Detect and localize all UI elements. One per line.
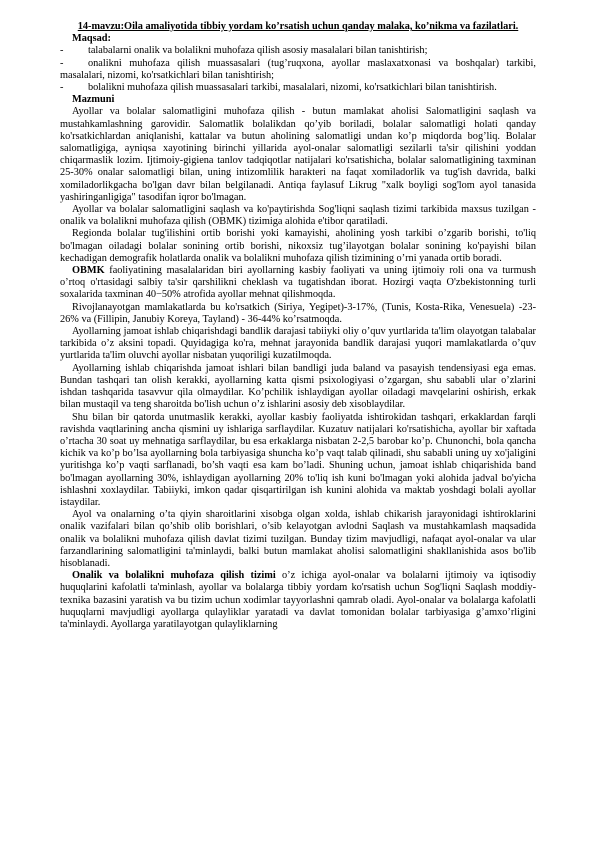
paragraph: Ayollarning jamoat ishlab chiqarishdagi bandlik darajasi tabiiyki oliy o’quv yurtlarida ta'lim olayotgan talabalar tarkibida o’z aksini topadi. Quyidagiga ko'ra, mehnat jarayonida bandlik darajasi yuqori mamlakatlarda o’quv yurtlarida ta'lim oluvchi ayollar nisbatan yuqoriligi kuzatilmoqda. xyxy=(60,326,536,362)
list-item xyxy=(60,58,536,82)
list-item xyxy=(60,82,536,94)
dash-bullet: - xyxy=(60,57,64,69)
page-title: 14-mavzu:Oila amaliyotida tibbiy yordam ko’rsatish uchun qanday malaka, ko’nikma va fazilatlari. xyxy=(77,21,519,32)
maqsad-heading: Maqsad: xyxy=(72,33,111,45)
paragraph-onalik xyxy=(60,570,536,631)
paragraph-obmk xyxy=(60,265,536,302)
paragraph: Regionda bolalar tug'ilishini ortib borishi yoki kamayishi, aholining yosh tarkibi o’zgarib borishi, to'liq bo'lmagan oiladagi bolalar sonining ortib borishi, nikoxsiz tug’ilayotgan bolalar sonining ko'payishi bilan kechadigan demografik holatlarda onalik va bolalikni muhofaza qilish tizimining o’rni yanada ortib boradi. xyxy=(60,228,536,264)
list-item-text: bolalikni muhofaza qilish muassasalari tarkibi, masalalari, nizomi, ko'rsatkichlari bilan tanishtirish. xyxy=(88,82,497,94)
paragraph: Ayol va onalarning o’ta qiyin sharoitlarini xisobga olgan xolda, ishlab chikarish jarayonidagi ishtiroklarini onalik vazifalari bilan qo’shib olib borishlari, o’sib kelayotgan avlodni Saqlash va mustahkamlash maqsadida onalik va bolalikni muhofaza qilish davlat tizimi tuzilgan. Bunday tizim mavjudligi, nafaqat ayol-onalar va ular farzandlarining salomatligini ta'minlaydi, balki butun mamlakat aholisi salomatligini shakllanishida asos bo'lib hisoblanadi. xyxy=(60,509,536,569)
paragraph: Ayollar va bolalar salomatligini muhofaza qilish - butun mamlakat aholisi Salomatligini saqlash va mustahkamlashning garovidir. Salomatlik bolalikdan qo’yib boriladi, bolalar salomatligi holati qanday ko'rsatkichlardan aniqlanishi, kattalar va butun aholining salomatligi undan ko’p miqdorda bog’liq. Bolalar salomatligiga, ayniqsa xayotining birinchi yillarida ayol-onalar salomatligi sezilarli ta'sir qilishini yoddan chiqarmaslik lozim. Ijtimoiy-gigiena tanlov tadqiqotlar natijalari ko'rsatishicha, bolalar salomatligining taxminan 25-30% onalar salomatligi bilan, uning intizomlilik harakteri na faqat xomiladorlik va tug'ish davrida, balki xomiladorlikgacha bo'lgan davr bilan belgilanadi. Antiqa faylasuf Likrug "xalk boyligi sog'lom ayol tanasida yashiringanligiga" tasodifan iqror bo'lmagan. xyxy=(60,106,536,203)
onalik-text: o’z ichiga ayol-onalar va bolalarni ijtimoiy va iqtisodiy huquqlarini kafolatli ta'minlash, ayollar va bolalarga tibbiy yordam ko'rsatish uchun Sog'liqni Saqlash moddiy-texnika bazasini yaratish va bu tizim uchun xodimlar tayyorlashni qamrab oladi. Ayol-onalar va bolalarga kafolatli huquqlarni mavjudligi ayollarga qulayliklar yaratadi va davlat tomonidan bolalar tarbiyasiga g’amxo’rligini ta'minlaydi. Ayollarga yaratilayotgan qulayliklarning xyxy=(60,570,536,630)
paragraph: Rivojlanayotgan mamlakatlarda bu ko'rsatkich (Siriya, Yegipet)-3-17%, (Tunis, Kosta-Rika, Venesuela) -23-26% va (Fillipin, Janubiy Koreya, Tayland) - 36-44% ko’rsatmoqda. xyxy=(60,301,536,325)
dash-bullet: - xyxy=(60,82,64,94)
list-item xyxy=(60,45,536,57)
paragraph: Ayollarning ishlab chiqarishda jamoat ishlari bilan bandligi juda baland va pasayish tendensiyasi ega emas. Bundan tashqari tan olish kerakki, ayollarning katta qismi psixologiyasi o’zgargan, shu sababli ular o’zlarini ishdan tashqarida tasavvur qila olmaydilar. Ko’pchilik ishlaydigan ayollar oiladagi mavqelarini oshirish, erkak bilan mustaqil va teng sharoitda bo'lish uchun o’z ishlarini asosiy deb xisoblaydilar. xyxy=(60,362,536,411)
obmk-lead: OBMK xyxy=(72,265,105,277)
paragraph: Ayollar va bolalar salomatligini saqlash va ko'paytirishda Sog'liqni saqlash tizimi tarkibida maxsus tuzilgan - onalik va bolalikni muhofaza qilish (OBMK) tizimiga alohida e'tibor qaratiladi. xyxy=(60,204,536,228)
mazmuni-heading: Mazmuni xyxy=(72,94,115,106)
dash-bullet: - xyxy=(60,45,64,57)
list-item-text: talabalarni onalik va bolalikni muhofaza qilish asosiy masalalari bilan tanishtirish; xyxy=(88,45,428,57)
list-item-text: onalikni muhofaza qilish muassasalari (tug’ruqxona, ayollar maslaxatxonasi va boshqalar) tarkibi, masalalari, nizomi, ko'rsatkichlari bilan tanishtirish; xyxy=(60,57,536,81)
onalik-lead: Onalik va bolalikni muhofaza qilish tizimi xyxy=(72,570,276,582)
obmk-text: faoliyatining masalalaridan biri ayollarning kasbiy faoliyati va uning ijtimoiy roli ona va turmush o’rtoq o'rtasidagi salbiy ta'sir qarshilikni cheklash va tugatishdan iborat. Hozirgi vaqta O'zbekistonning turli soxalarida taxminan 40−50% atrofida ayollar mehnat qilishmoqda. xyxy=(60,265,536,301)
paragraph: Shu bilan bir qatorda unutmaslik kerakki, ayollar kasbiy faoliyatda ishtirokidan tashqari, erkaklardan farqli ravishda vaqtlarining ancha qismini uy ishlariga sarflaydilar. Kuzatuv natijalari ko'rsatishicha, ayollar bir xaftada o’rtacha 30 soat uy mehnatiga sarflaydilar, bu esa erkaklarga nisbatan 2-2,5 barobar ko’p. Chunonchi, bola qancha kichik va ko’p bo’lsa ayollarning bola tarbiyasiga shuncha ko’p vaqt talab qilinadi, shu sababli uning uy xo'jaligini yuritishga ko’p vaqti sarflanadi, bo’sh vaqti esa kam bo’ladi. Shuning uchun, jamoat ishlab chiqarishida band bo'lmagan ayollarning 30%, ishlaydigan ayollarning 20% to'liq ish kuni bo'lmagan yoki alohida jadval bo'yicha ishlashni xoxlaydilar. Tabiiyki, imkon qadar qisqartirilgan ish kunini alohida va maktab yoshdagi bolali ayollar istaydilar. xyxy=(60,411,536,508)
